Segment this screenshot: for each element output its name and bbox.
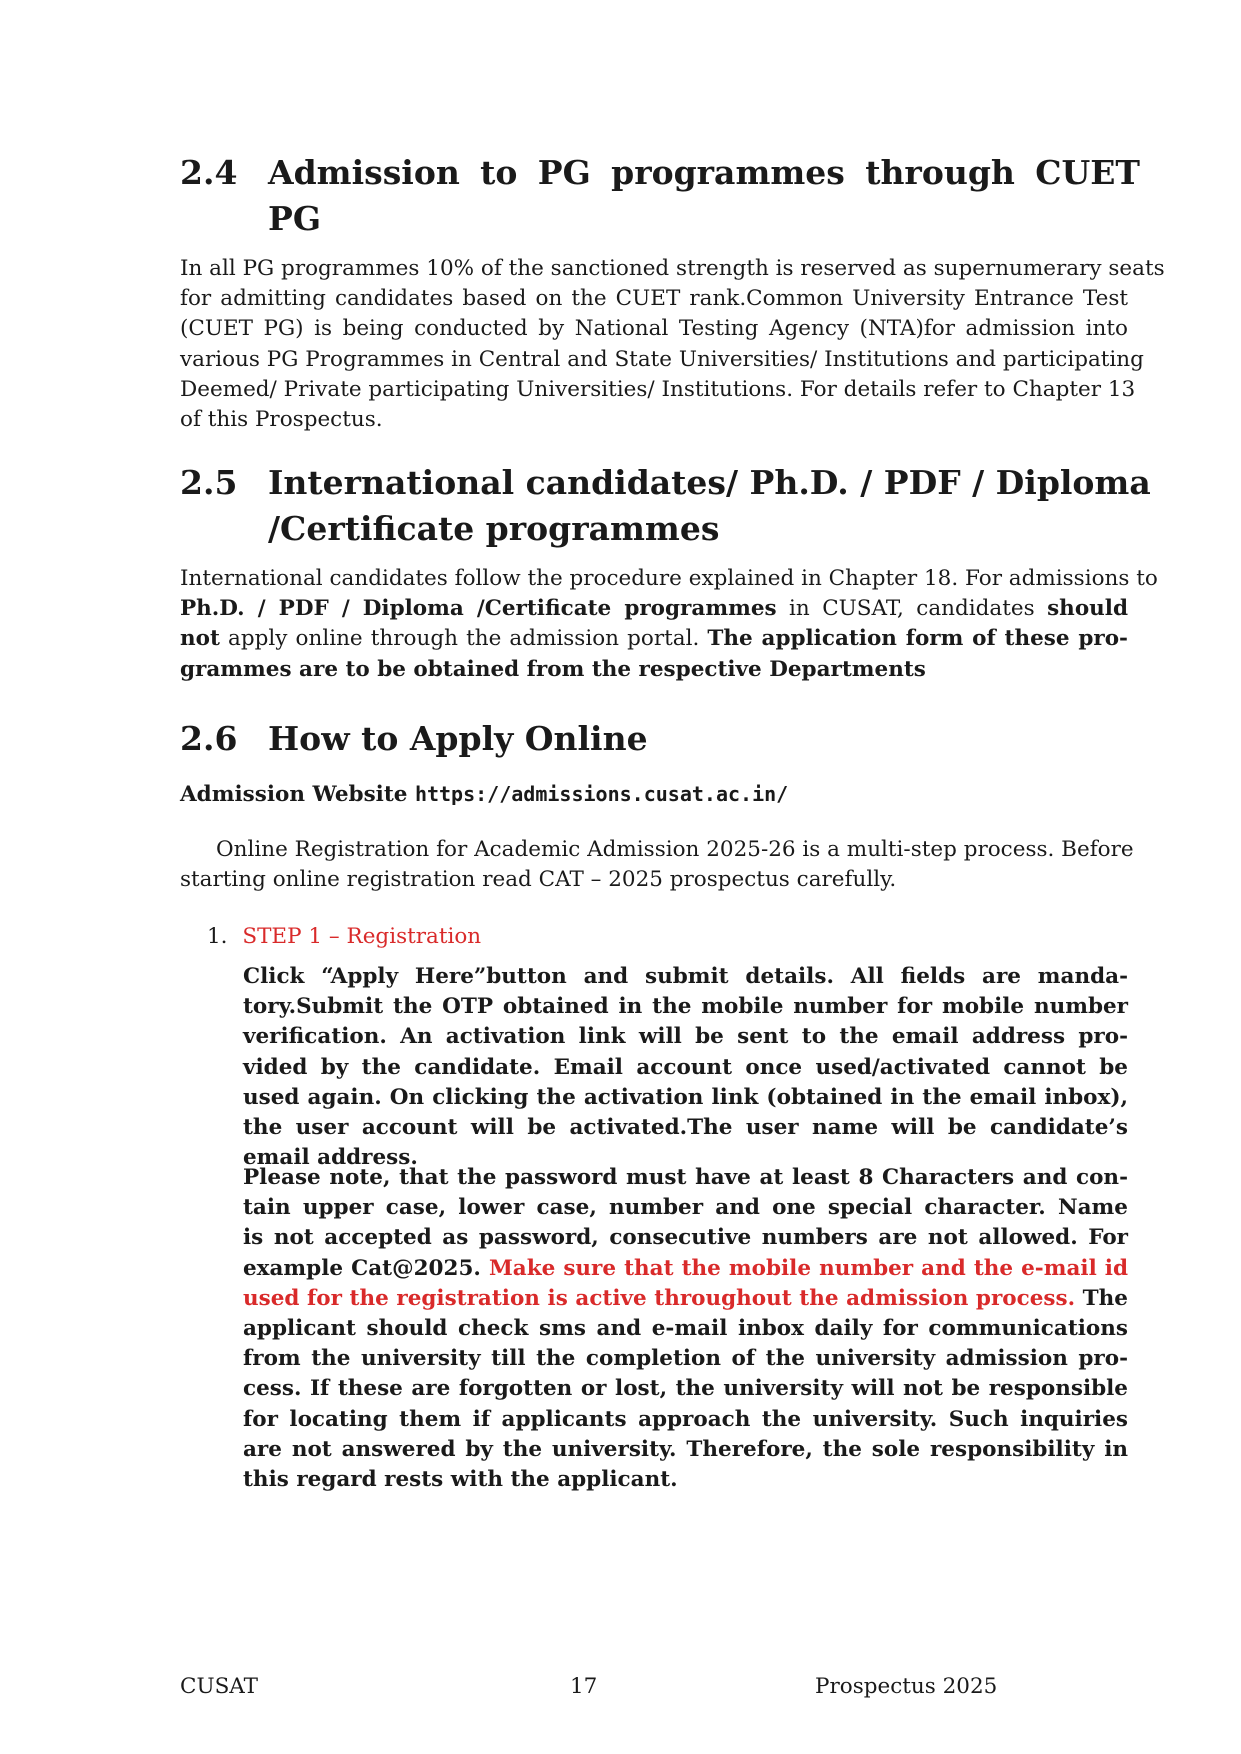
intro-paragraph — [180, 835, 1134, 895]
text-line: International candidates follow the procedure explained in Chapter 18. For admissions to — [180, 566, 1158, 591]
section-number: 2.6 — [180, 719, 238, 758]
step-1-label: STEP 1 – Registration — [242, 924, 482, 949]
text-line: are not answered by the university. Therefore, the sole responsibility in — [243, 1436, 1128, 1462]
text-line: for admitting candidates based on the CUET rank.Common University Entrance Test — [180, 286, 1128, 312]
section-title-line: How to Apply Online — [268, 719, 648, 758]
bold-text: not — [180, 626, 220, 652]
bold-text: Ph.D. / PDF / Diploma /Certificate programmes — [180, 596, 777, 622]
text-line — [180, 624, 1128, 654]
text-line: various PG Programmes in Central and State Universities/ Institutions and participating — [180, 346, 1144, 372]
text-line: of this Prospectus. — [180, 407, 383, 433]
step-1-paragraph-2 — [243, 1163, 1128, 1495]
plain-text: apply online through the admission portal. — [219, 626, 708, 652]
warning-text: Make sure that the mobile number and the e-mail id — [488, 1255, 1128, 1281]
footer-left: CUSAT — [180, 1674, 258, 1699]
section-title-line: /Certificate programmes — [268, 509, 720, 548]
text-line: from the university till the completion of the university admission pro- — [243, 1346, 1128, 1372]
section-2-4-paragraph — [180, 254, 1165, 435]
text-line: this regard rests with the applicant. — [243, 1467, 678, 1493]
plain-text: The — [1075, 1285, 1128, 1311]
section-2-6-heading — [180, 716, 1140, 762]
section-title-line: International candidates/ Ph.D. / PDF / Diploma — [268, 463, 1151, 502]
website-label: Admission Website — [180, 782, 415, 807]
text-line: is not accepted as password, consecutive numbers are not allowed. For — [243, 1225, 1128, 1251]
text-line — [243, 1284, 1128, 1314]
warning-text: used for the registration is active throughout the admission process. — [243, 1285, 1076, 1311]
section-2-4-heading — [180, 150, 1140, 242]
text-line: Click “Apply Here”button and submit details. All fields are manda- — [243, 964, 1128, 989]
text-line: In all PG programmes 10% of the sanctioned strength is reserved as supernumerary seats — [180, 256, 1165, 281]
bold-text: should — [1047, 596, 1128, 622]
step-1-paragraph-1 — [243, 962, 1128, 1173]
text-line: applicant should check sms and e-mail inbox daily for communications — [243, 1316, 1128, 1342]
text-line — [180, 594, 1128, 624]
section-2-5-paragraph — [180, 564, 1158, 685]
text-line: the user account will be activated.The user name will be candidate’s — [243, 1115, 1128, 1141]
step-1-item — [207, 922, 1107, 952]
page-number: 17 — [570, 1674, 598, 1699]
section-2-5-heading — [180, 460, 1151, 552]
text-line: used again. On clicking the activation link (obtained in the email inbox), — [243, 1084, 1128, 1110]
section-number: 2.5 — [180, 463, 238, 502]
website-url-link[interactable]: https://admissions.cusat.ac.in/ — [414, 782, 789, 806]
text-line: verification. An activation link will be sent to the email address pro- — [243, 1024, 1128, 1050]
footer-right: Prospectus 2025 — [815, 1674, 998, 1699]
text-line: starting online registration read CAT – 2025 prospectus carefully. — [180, 867, 897, 893]
plain-text: in CUSAT, candidates — [776, 596, 1048, 622]
text-line: (CUET PG) is being conducted by National Testing Agency (NTA)for admission into — [180, 316, 1128, 342]
section-title-line: PG — [268, 199, 321, 238]
text-line: cess. If these are forgotten or lost, the university will not be responsible — [243, 1376, 1128, 1402]
text-line: grammes are to be obtained from the respective Departments — [180, 656, 926, 682]
text-line: email address. — [243, 1145, 418, 1171]
text-line: for locating them if applicants approach the university. Such inquiries — [243, 1406, 1128, 1432]
text-line: Please note, that the password must have at least 8 Characters and con- — [243, 1165, 1128, 1190]
text-line: vided by the candidate. Email account once used/activated cannot be — [243, 1054, 1128, 1080]
section-title-line: Admission to PG programmes through CUET — [268, 153, 1140, 192]
admission-website-line — [180, 779, 1128, 810]
list-number: 1. — [207, 924, 228, 949]
text-line: Online Registration for Academic Admission 2025-26 is a multi-step process. Before — [216, 837, 1134, 862]
text-line — [243, 1254, 1128, 1284]
text-line: tory.Submit the OTP obtained in the mobile number for mobile number — [243, 994, 1128, 1020]
bold-text: The application form of these pro- — [707, 626, 1128, 652]
text-line: tain upper case, lower case, number and one special character. Name — [243, 1195, 1128, 1221]
plain-text: example Cat@2025. — [243, 1255, 489, 1281]
section-number: 2.4 — [180, 153, 238, 192]
text-line: Deemed/ Private participating Universities/ Institutions. For details refer to Chapter 13 — [180, 376, 1136, 402]
